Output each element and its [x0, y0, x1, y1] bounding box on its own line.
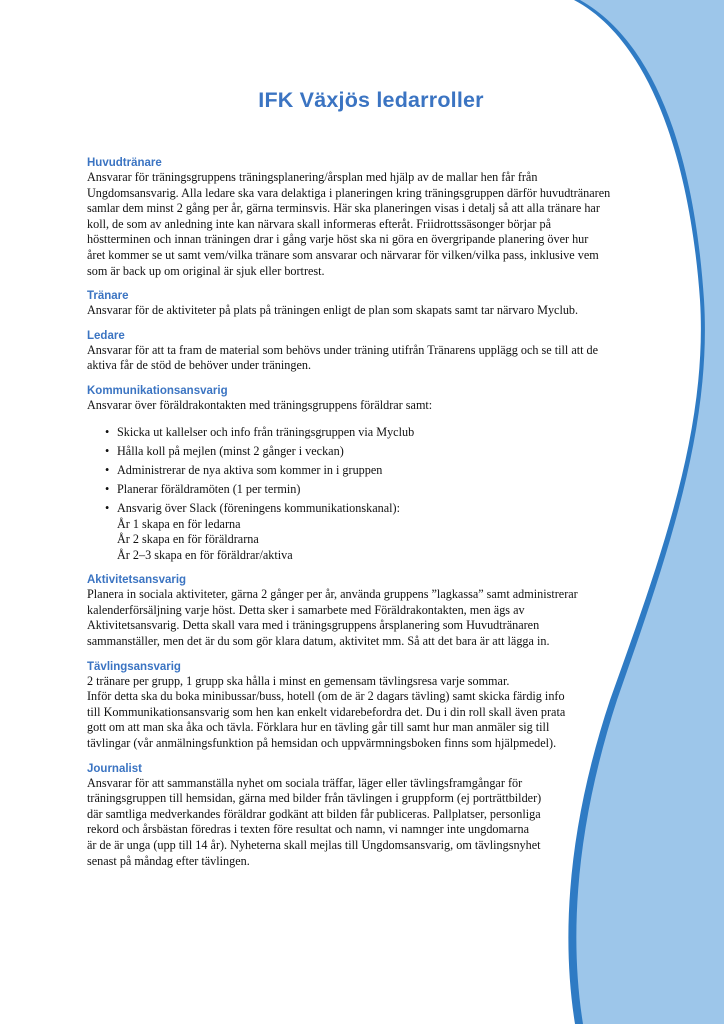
section-text [87, 398, 647, 414]
sub-list [117, 517, 647, 564]
page-title: IFK Växjös ledarroller [258, 88, 484, 112]
text-line: aktiva får de stöd de behöver under träningen. [87, 358, 312, 373]
section-text [87, 170, 647, 279]
bullet-icon: • [105, 481, 110, 496]
section-huvudtranare [87, 156, 647, 279]
sub-item: År 2–3 skapa en för föräldrar/aktiva [117, 547, 293, 562]
section-heading: Huvudtränare [87, 157, 162, 169]
section-ledare [87, 329, 647, 374]
list-item [105, 444, 647, 460]
text-line: samlar dem minst 2 gång per år, gärna terminsvis. Här ska planeringen visas i detalj så att alla tränare har [87, 201, 600, 216]
section-heading: Kommunikationsansvarig [87, 384, 228, 397]
text-line: Ansvarar för att ta fram de material som behövs under träning utifrån Tränarens upplägg och se till att de [87, 342, 599, 357]
list-item-text: Administrerar de nya aktiva som kommer in i gruppen [117, 462, 383, 477]
bullet-icon: • [105, 443, 110, 458]
text-line: Ungdomsansvarig. Alla ledare ska vara delaktiga i planeringen kring träningsgruppen därför huvudtränaren [87, 185, 611, 200]
text-line: som är back up om original är sjuk eller bortrest. [87, 263, 325, 278]
section-text [87, 674, 647, 752]
text-line: 2 tränare per grupp, 1 grupp ska hålla i minst en gemensam tävlingsresa varje sommar. [87, 673, 510, 688]
bullet-icon: • [105, 500, 110, 515]
list-item [105, 463, 647, 479]
bullet-icon: • [105, 424, 110, 439]
section-tavlingsansvarig [87, 660, 647, 752]
text-line: Ansvarar för träningsgruppens träningsplanering/årsplan med hjälp av de mallar hen får från [87, 170, 538, 184]
text-line: gott om att man ska åka och tävla. Förklara hur en tävling går till samt hur man anmäler sig till [87, 720, 550, 735]
text-line: kalenderförsäljning varje höst. Detta sker i samarbete med Föräldrakontakten, men ägs av [87, 602, 525, 617]
document-body [87, 88, 647, 879]
section-heading: Aktivitetsansvarig [87, 574, 187, 587]
text-line: Planera in sociala aktiviteter, gärna 2 gånger per år, använda gruppens ”lagkassa” samt administrerar [87, 587, 578, 602]
text-line: sammanställer, men det är du som gör klara datum, aktivitet mm. Så att det bara är att lägga in. [87, 634, 550, 649]
section-kommunikationsansvarig [87, 384, 647, 563]
text-line: till Kommunikationsansvarig som hen kan enkelt vidarebefordra det. Du i din roll skall även prata [87, 704, 566, 719]
text-line: senast på måndag efter tävlingen. [87, 853, 250, 868]
text-line: tävlingar (vår anmälningsfunktion på hemsidan och uppvärmningsboken finns som hjälpmedel). [87, 736, 557, 751]
sub-item: År 2 skapa en för föräldrarna [117, 532, 259, 547]
text-line: Ansvarar över föräldrakontakten med träningsgruppens föräldrar samt: [87, 397, 433, 412]
sub-item: År 1 skapa en för ledarna [117, 516, 241, 531]
section-text [87, 776, 647, 870]
list-item [105, 425, 647, 441]
section-text [87, 343, 647, 374]
section-journalist [87, 762, 647, 870]
section-text [87, 303, 647, 319]
section-heading: Tränare [87, 290, 129, 303]
section-text [87, 587, 647, 649]
bullet-list [87, 425, 647, 564]
text-line: höstterminen och innan träningen drar i gång varje höst ska ni göra en övergripande planering över hur [87, 232, 589, 247]
section-heading: Journalist [87, 762, 142, 775]
list-item-text: Planerar föräldramöten (1 per termin) [117, 481, 301, 496]
list-item [105, 501, 647, 563]
text-line: Ansvarar för att sammanställa nyhet om sociala träffar, läger eller tävlingsframgångar för [87, 775, 523, 790]
section-aktivitetsansvarig [87, 573, 647, 649]
text-line: träningsgruppen till hemsidan, gärna med bilder från tävlingen i gruppform (ej porträttbilder) [87, 791, 542, 806]
list-item-text: Ansvarig över Slack (föreningens kommunikationskanal): [117, 500, 400, 515]
text-line: Aktivitetsansvarig. Detta skall vara med i träningsgruppens årsplanering som Huvudtränaren [87, 618, 540, 633]
text-line: året kommer se ut samt vem/vilka tränare som ansvarar och närvarar för vilken/vilka pass, inklusive vem [87, 247, 599, 262]
text-line: är de är unga (upp till 14 år). Nyheterna skall mejlas till Ungdomsansvarig, om tävlingsnyhet [87, 838, 541, 852]
text-line: där samtliga medverkandes föräldrar godkänt att bilden får publiceras. Pallplatser, personliga [87, 806, 541, 821]
text-line: rekord och årsbästan föredras i texten före resultat och namn, vi namnger inte ungdomarna [87, 822, 529, 837]
section-heading: Ledare [87, 329, 125, 342]
bullet-icon: • [105, 462, 110, 477]
text-line: Ansvarar för de aktiviteter på plats på träningen enligt de plan som skapats samt tar närvaro Myclub. [87, 303, 579, 318]
text-line: Inför detta ska du boka minibussar/buss, hotell (om de är 2 dagars tävling) samt skicka färdig info [87, 689, 565, 704]
section-tranare [87, 289, 647, 319]
list-item-text: Hålla koll på mejlen (minst 2 gånger i veckan) [117, 443, 344, 458]
list-item-text: Skicka ut kallelser och info från träningsgruppen via Myclub [117, 424, 415, 439]
text-line: koll, de som av anledning inte kan närvara skall informeras efteråt. Friidrottssäsonger börjar på [87, 216, 551, 231]
section-heading: Tävlingsansvarig [87, 660, 181, 673]
list-item [105, 482, 647, 498]
